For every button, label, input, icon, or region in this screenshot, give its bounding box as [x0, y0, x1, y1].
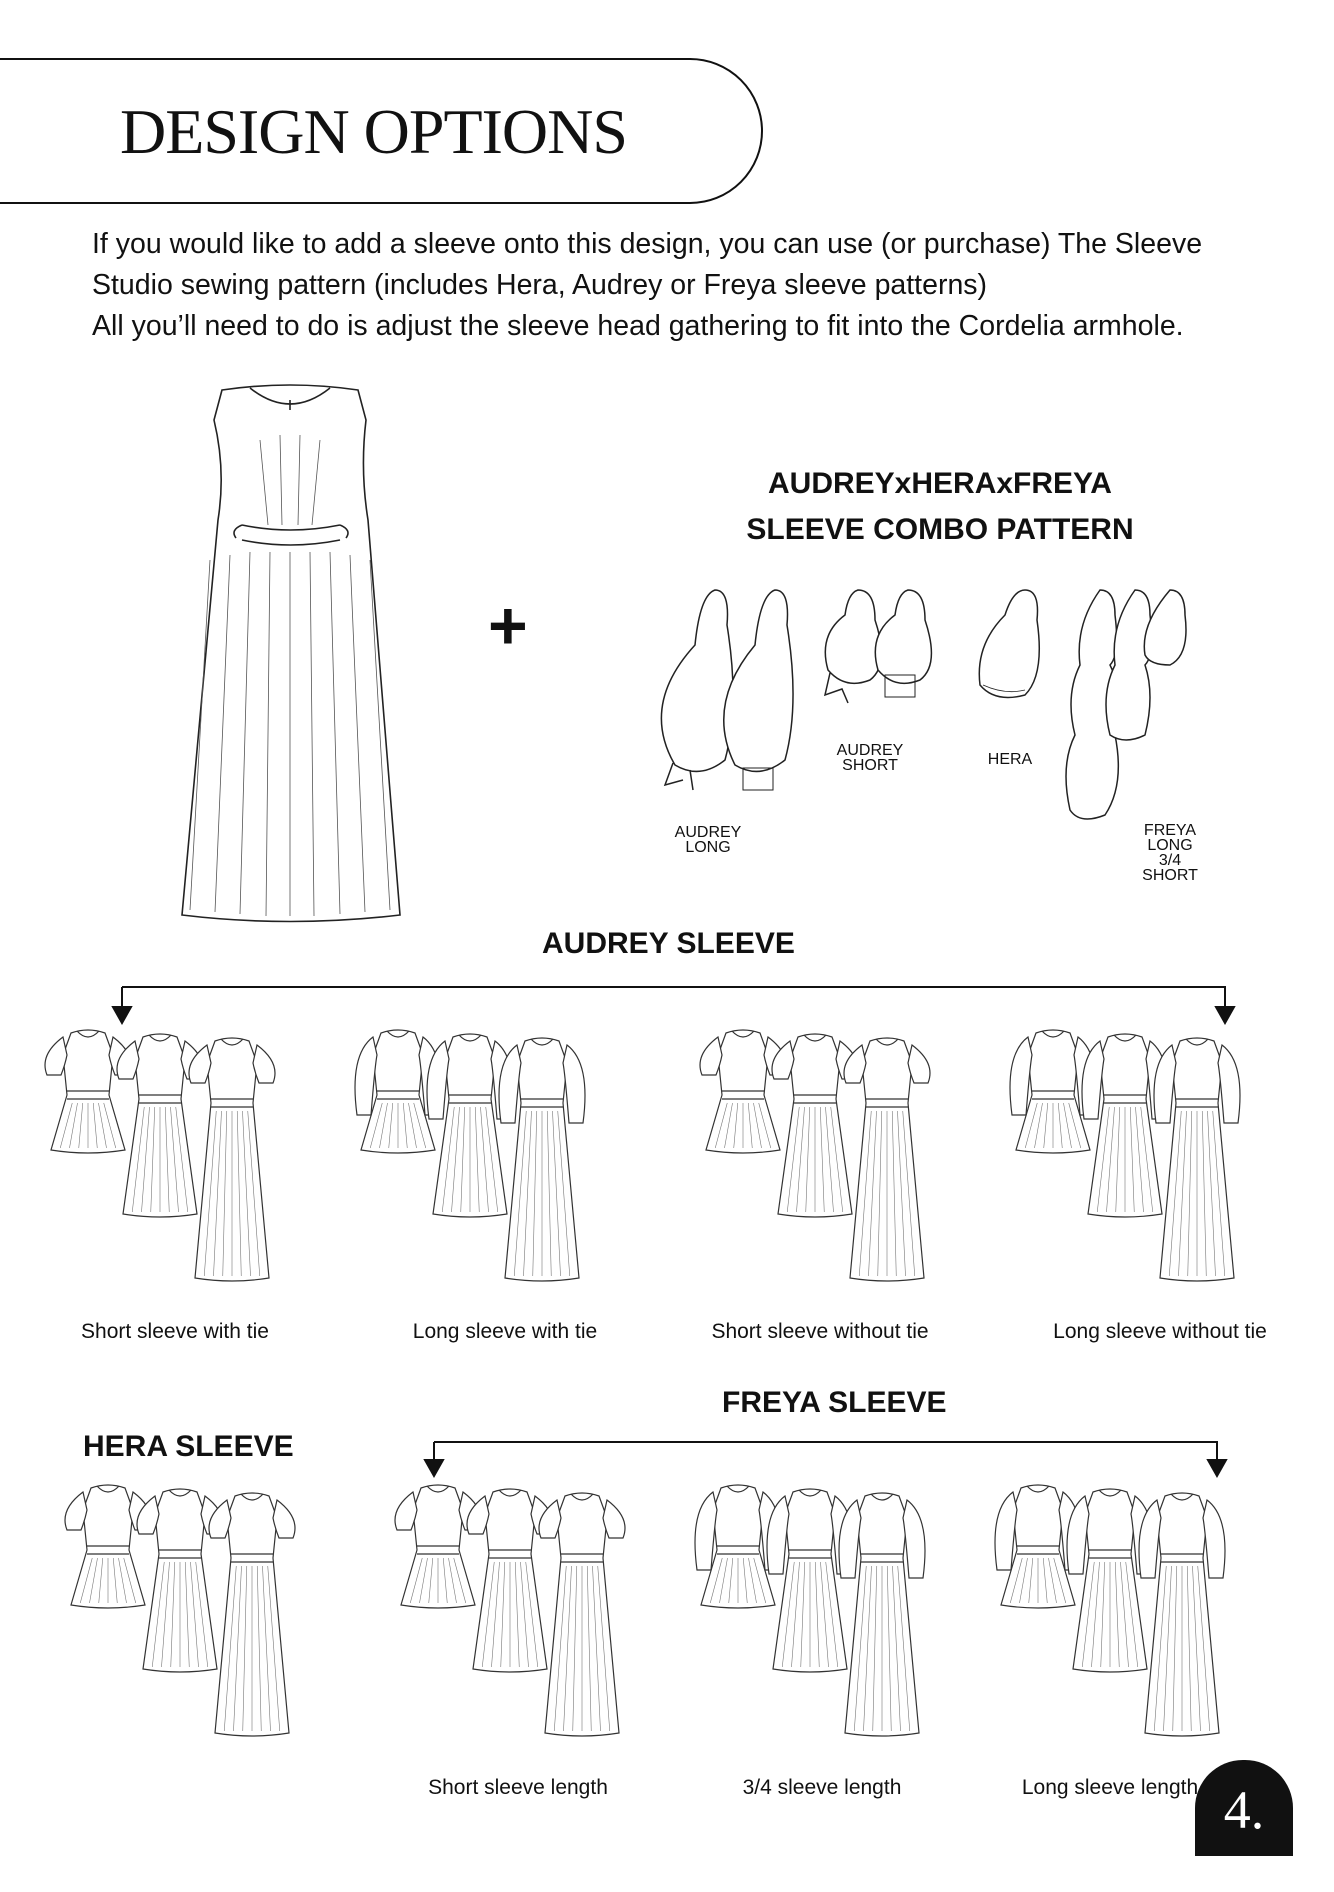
caption-audrey-4: Long sleeve without tie	[1053, 1320, 1267, 1343]
label-hera: HERA	[987, 751, 1033, 768]
label-audrey-short-2: SHORT	[842, 757, 898, 774]
label-freya-2: LONG	[1147, 837, 1193, 854]
plus-sign: +	[488, 588, 528, 664]
intro-line-2: Studio sewing pattern (includes Hera, Audrey or Freya sleeve patterns)	[92, 269, 988, 301]
audrey-short-sleeve-illustration	[820, 585, 940, 725]
page-number: 4.	[1223, 1780, 1265, 1840]
main-dress-illustration	[170, 380, 410, 930]
audrey-dress-group-long-tie	[345, 1025, 645, 1315]
freya-dress-group-short	[385, 1480, 655, 1780]
intro-text	[92, 224, 1292, 347]
caption-freya-3: Long sleeve length	[1021, 1776, 1199, 1799]
intro-line-3: All you’ll need to do is adjust the sleeve head gathering to fit into the Cordelia armhole.	[92, 310, 1184, 342]
audrey-dress-group-long-no-tie	[1000, 1025, 1290, 1315]
caption-freya-1: Short sleeve length	[428, 1776, 608, 1799]
section-title-freya: FREYA SLEEVE	[722, 1386, 947, 1419]
caption-audrey-1: Short sleeve with tie	[81, 1320, 269, 1343]
hera-dress-group	[55, 1480, 325, 1780]
hera-sleeve-illustration	[975, 585, 1055, 705]
freya-bracket-arrow	[420, 1430, 1240, 1480]
label-audrey-short-1: AUDREY	[836, 742, 904, 759]
page-number-badge	[1195, 1760, 1293, 1856]
caption-freya-2: 3/4 sleeve length	[742, 1776, 902, 1799]
label-freya-1: FREYA	[1143, 822, 1197, 839]
section-title-hera: HERA SLEEVE	[83, 1430, 294, 1463]
combo-title-line-2: SLEEVE COMBO PATTERN	[746, 513, 1134, 546]
audrey-long-sleeve-illustration	[645, 585, 805, 810]
label-audrey-long-2: LONG	[685, 839, 731, 856]
caption-audrey-2: Long sleeve with tie	[412, 1320, 598, 1343]
freya-sleeve-illustration	[1060, 585, 1220, 835]
label-freya-3: 3/4	[1158, 852, 1182, 869]
freya-dress-group-long	[985, 1480, 1245, 1780]
section-title-audrey: AUDREY SLEEVE	[542, 927, 795, 960]
page-title: DESIGN OPTIONS	[120, 96, 627, 167]
combo-title-line-1: AUDREYxHERAxFREYA	[768, 467, 1112, 500]
audrey-bracket-arrow	[110, 975, 1240, 1025]
label-freya-4: SHORT	[1142, 867, 1198, 884]
label-freya	[1110, 823, 1230, 883]
label-audrey-long	[648, 825, 768, 855]
freya-dress-group-three-quarter	[685, 1480, 965, 1780]
intro-line-1: If you would like to add a sleeve onto this design, you can use (or purchase) The Sleeve	[92, 228, 1203, 260]
label-audrey-long-1: AUDREY	[674, 824, 742, 841]
label-audrey-short	[810, 743, 930, 773]
audrey-dress-group-short-no-tie	[690, 1025, 960, 1315]
caption-audrey-3: Short sleeve without tie	[711, 1320, 929, 1343]
audrey-dress-group-short-tie	[35, 1025, 305, 1315]
